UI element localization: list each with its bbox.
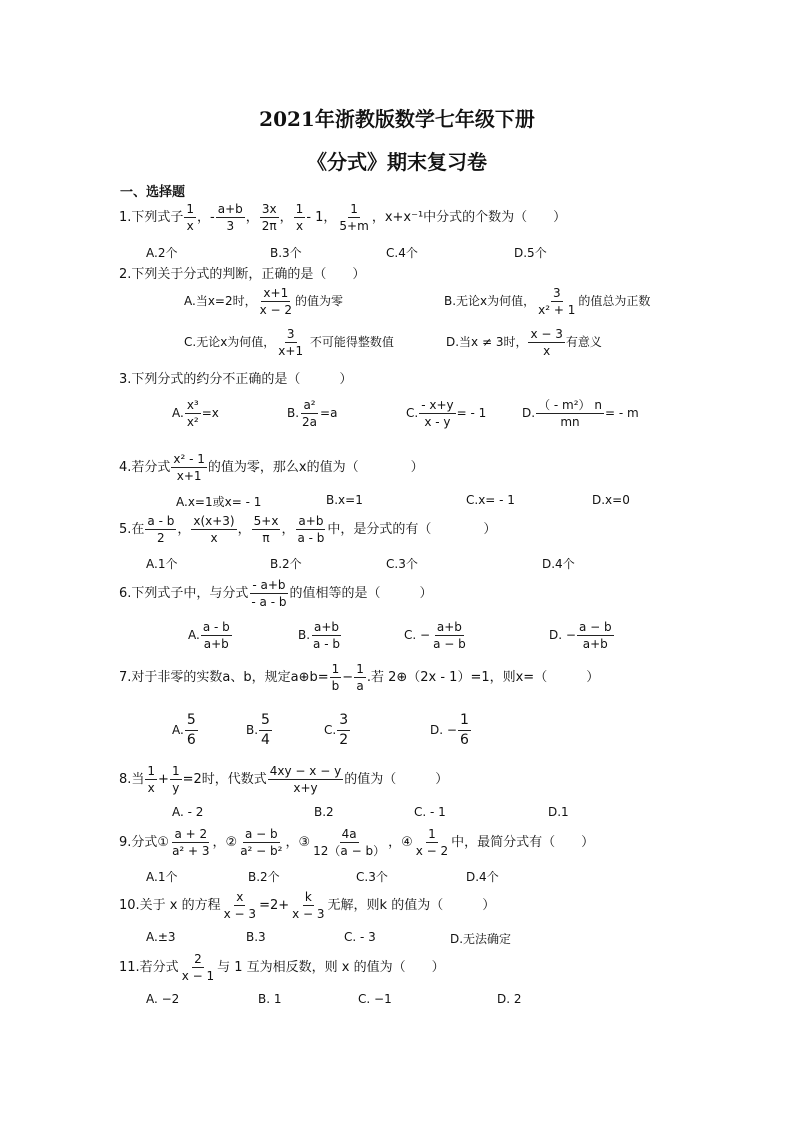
q5-frac-4 bbox=[295, 514, 326, 545]
q8-option-d: D.1 bbox=[548, 805, 569, 819]
q7-c-frac bbox=[337, 712, 350, 749]
q1-expr-5-den: 5+m bbox=[339, 219, 369, 233]
q8-frac-2 bbox=[170, 764, 182, 795]
q5-text-a: 5.在 bbox=[119, 522, 145, 537]
q5-f2-den: x bbox=[210, 531, 218, 545]
q9-f4-num: 1 bbox=[428, 827, 436, 841]
section-heading: 一、选择题 bbox=[120, 185, 186, 200]
q9-option-c: C.3个 bbox=[356, 870, 388, 884]
q6-c-frac bbox=[431, 620, 468, 651]
q10-f1-num: x bbox=[236, 890, 244, 904]
q1-expr-2 bbox=[216, 202, 245, 233]
q7-b-text: B. bbox=[246, 723, 259, 737]
q6-d-frac bbox=[577, 620, 614, 651]
q10-f1-den: x − 3 bbox=[223, 907, 257, 921]
q2-a-num: x+1 bbox=[263, 286, 289, 300]
q7-c-num: 3 bbox=[337, 712, 350, 731]
q10-option-b: B.3 bbox=[246, 930, 266, 944]
q3-c-num: - x+y bbox=[421, 398, 454, 412]
q1-text-a: 1.下列式子 bbox=[119, 210, 184, 225]
question-5-stem: 5.在 $\frac{a - b}{2}$ ， $\frac{x(x+3)}{x}$ ， $\frac{5+x}{\pi}$ ， $\frac{a+b}{a - b}$ 中，是分式的有（ ） bbox=[119, 514, 497, 545]
q9-text-b: 中，最简分式有（ ） bbox=[451, 835, 595, 850]
q2-c-den: x+1 bbox=[278, 344, 304, 358]
q1-expr-3-num: 3x bbox=[261, 202, 277, 216]
q4-den: x+1 bbox=[176, 469, 202, 483]
q1-text-d: ，x+x⁻¹中分式的个数为（ ） bbox=[371, 210, 567, 225]
q9-option-d: D.4个 bbox=[466, 870, 499, 884]
q11-option-a: A. −2 bbox=[146, 992, 180, 1006]
q9-f2-den: a² − b² bbox=[240, 844, 283, 858]
question-2-stem: 2.下列关于分式的判断，正确的是（ ） bbox=[119, 267, 366, 282]
q1-option-d: D.5个 bbox=[514, 246, 547, 260]
q3-d-frac bbox=[536, 398, 604, 429]
q2-d-frac bbox=[528, 327, 564, 358]
q3-d-den: mn bbox=[560, 415, 580, 429]
q3-d-text: D. bbox=[522, 406, 536, 420]
question-11-stem bbox=[119, 952, 445, 983]
q9-f2-num: a − b bbox=[245, 827, 278, 841]
q7-b-den: 4 bbox=[261, 732, 270, 748]
q11-num: 2 bbox=[194, 952, 202, 966]
q6-text-a: 6.下列式子中，与分式 bbox=[119, 586, 249, 601]
q9-frac-4 bbox=[414, 827, 450, 858]
q8-f3-num: 4xy − x − y bbox=[269, 764, 342, 778]
q8-text-b: 的值为（ ） bbox=[344, 772, 449, 787]
q6-c-den: a − b bbox=[433, 637, 466, 651]
q10-f2-num: k bbox=[304, 890, 312, 904]
q6-c-num: a+b bbox=[436, 620, 462, 634]
q7-text-a: 7.对于非零的实数a、b，规定a⊕b= bbox=[119, 670, 329, 685]
q2-d-post: 有意义 bbox=[565, 335, 602, 349]
q11-option-b: B. 1 bbox=[258, 992, 282, 1006]
q1-text-c: - 1， bbox=[306, 210, 337, 225]
q5-f1-den: 2 bbox=[157, 531, 165, 545]
q2-d-num: x − 3 bbox=[530, 327, 563, 341]
q6-den: - a - b bbox=[251, 595, 287, 609]
q7-b-num: 5 bbox=[259, 712, 272, 731]
q5-f3-num: 5+x bbox=[253, 514, 279, 528]
q2-d-den: x bbox=[543, 344, 551, 358]
q7-b-frac bbox=[259, 712, 272, 749]
q7-a-text: A. bbox=[172, 723, 184, 737]
q11-option-c: C. −1 bbox=[358, 992, 392, 1006]
q7-frac-2 bbox=[354, 662, 366, 693]
q8-option-c: C. - 1 bbox=[414, 805, 446, 819]
question-8-stem bbox=[119, 764, 448, 795]
q4-text-b: 的值为零，那么x的值为（ ） bbox=[207, 460, 424, 475]
q9-frac-1 bbox=[170, 827, 211, 858]
q6-d-num: a − b bbox=[578, 620, 612, 634]
q1-text-b: ，- bbox=[197, 210, 215, 225]
q2-b-text: B.无论x为何值， bbox=[444, 294, 536, 308]
question-4-stem bbox=[119, 452, 424, 483]
q5-frac-2 bbox=[191, 514, 236, 545]
q8-text-a: 8.当 bbox=[119, 772, 145, 787]
q7-option-a bbox=[172, 712, 199, 749]
q1-expr-3 bbox=[260, 202, 279, 233]
q2-b-den: x² + 1 bbox=[538, 303, 576, 317]
q10-option-a: A.±3 bbox=[146, 930, 176, 944]
q4-option-b: B.x=1 bbox=[326, 493, 363, 507]
q9-f4-den: x − 2 bbox=[415, 844, 449, 858]
q7-option-b bbox=[246, 712, 273, 749]
q7-c-den: 2 bbox=[339, 732, 349, 748]
q4-option-a: A.x=1或x= - 1 bbox=[176, 495, 262, 509]
q1-expr-2-num: a+b bbox=[217, 202, 243, 216]
document-subtitle: 《分式》期末复习卷 bbox=[307, 150, 487, 174]
q10-frac-1 bbox=[222, 890, 258, 921]
q4-option-c: C.x= - 1 bbox=[466, 493, 515, 507]
q1-option-a: A.2个 bbox=[146, 246, 178, 260]
q2-a-frac bbox=[258, 286, 294, 317]
q11-option-d: D. 2 bbox=[497, 992, 522, 1006]
q5-f4-den: a - b bbox=[297, 531, 325, 545]
q6-d-text: D. − bbox=[549, 628, 576, 642]
document-title: 2021年浙教版数学七年级下册 bbox=[259, 107, 535, 131]
q11-frac bbox=[180, 952, 216, 983]
q7-minus: − bbox=[342, 670, 354, 685]
q7-f1-num: 1 bbox=[331, 662, 340, 676]
q5-text-b: 中，是分式的有（ ） bbox=[327, 522, 497, 537]
q3-a-frac bbox=[185, 398, 201, 429]
q7-option-d bbox=[430, 712, 472, 749]
question-7-stem bbox=[119, 662, 599, 693]
q3-b-frac bbox=[300, 398, 319, 429]
q7-d-text: D. − bbox=[430, 723, 457, 737]
q1-expr-5-num: 1 bbox=[350, 202, 358, 216]
q5-option-c: C.3个 bbox=[386, 557, 418, 571]
q3-a-den: x² bbox=[186, 415, 199, 429]
q9-text-a: 9.分式① bbox=[119, 835, 170, 850]
q4-text-a: 4.若分式 bbox=[119, 460, 171, 475]
q3-b-num: a² bbox=[303, 398, 316, 412]
q8-f3-den: x+y bbox=[293, 781, 318, 795]
q2-c-frac bbox=[276, 327, 305, 358]
q6-frac bbox=[249, 578, 288, 609]
q2-option-d bbox=[446, 327, 602, 358]
q6-c-text: C. − bbox=[404, 628, 431, 642]
q6-a-num: a - b bbox=[202, 620, 230, 634]
q7-f1-den: b bbox=[331, 679, 340, 693]
q3-option-c bbox=[406, 398, 486, 429]
q3-a-num: x³ bbox=[186, 398, 199, 412]
q5-option-b: B.2个 bbox=[270, 557, 302, 571]
q10-f2-den: x − 3 bbox=[292, 907, 325, 921]
q3-b-text: B. bbox=[287, 406, 300, 420]
q11-den: x − 1 bbox=[181, 969, 215, 983]
q3-d-post: = - m bbox=[604, 406, 639, 420]
q7-a-den: 6 bbox=[186, 732, 196, 748]
q6-a-den: a+b bbox=[203, 637, 229, 651]
q10-text-b: 无解，则k 的值为（ ） bbox=[327, 898, 496, 913]
q7-option-c bbox=[324, 712, 351, 749]
q2-c-text: C.无论x为何值， bbox=[184, 335, 276, 349]
q9-sep-2: ，② bbox=[212, 835, 238, 850]
q1-option-c: C.4个 bbox=[386, 246, 418, 260]
q6-d-den: a+b bbox=[582, 637, 608, 651]
q1-expr-4-den: x bbox=[295, 219, 304, 233]
q2-option-a bbox=[184, 286, 343, 317]
q1-expr-5 bbox=[337, 202, 370, 233]
q2-a-den: x − 2 bbox=[259, 303, 293, 317]
q2-a-post: 的值为零 bbox=[295, 294, 344, 308]
q3-c-den: x - y bbox=[424, 415, 451, 429]
q9-f1-num: a + 2 bbox=[174, 827, 208, 841]
q6-a-text: A. bbox=[188, 628, 200, 642]
q9-sep-4: ，④ bbox=[388, 835, 413, 850]
q6-num: - a+b bbox=[252, 578, 286, 592]
q9-f3-den: 12（a − b） bbox=[313, 844, 386, 858]
q2-d-text: D.当x ≠ 3时， bbox=[446, 335, 528, 349]
q6-b-den: a - b bbox=[313, 637, 340, 651]
q2-c-post: 不可能得整数值 bbox=[306, 335, 394, 349]
q1-expr-3-den: 2π bbox=[261, 219, 277, 233]
q7-f2-den: a bbox=[356, 679, 364, 693]
q1-expr-1 bbox=[184, 202, 196, 233]
q8-option-b: B.2 bbox=[314, 805, 334, 819]
q7-text-b: .若 2⊕（2x - 1）=1，则x=（ ） bbox=[366, 670, 600, 685]
q6-option-d bbox=[549, 620, 615, 651]
q5-f3-den: π bbox=[262, 531, 270, 545]
q1-expr-2-den: 3 bbox=[226, 219, 235, 233]
q6-b-text: B. bbox=[298, 628, 311, 642]
q9-frac-2 bbox=[238, 827, 284, 858]
q3-c-text: C. bbox=[406, 406, 419, 420]
q10-text-mid: =2+ bbox=[259, 898, 290, 913]
q7-a-frac bbox=[185, 712, 198, 749]
q6-text-b: 的值相等的是（ ） bbox=[289, 586, 433, 601]
q3-b-post: =a bbox=[320, 406, 338, 420]
q6-option-b bbox=[298, 620, 343, 651]
q3-c-post: = - 1 bbox=[456, 406, 487, 420]
q1-expr-1-num: 1 bbox=[186, 202, 195, 216]
q8-f1-num: 1 bbox=[147, 764, 156, 778]
q3-option-d bbox=[522, 398, 639, 429]
q9-sep-3: ，③ bbox=[285, 835, 311, 850]
q1-expr-4 bbox=[294, 202, 306, 233]
q3-option-b bbox=[287, 398, 337, 429]
q4-num: x² - 1 bbox=[173, 452, 205, 466]
q9-f3-num: 4a bbox=[341, 827, 357, 841]
q8-f1-den: x bbox=[147, 781, 155, 795]
q3-option-a bbox=[172, 398, 219, 429]
q6-a-frac bbox=[201, 620, 232, 651]
q10-text-a: 10.关于 x 的方程 bbox=[119, 898, 221, 913]
q2-option-c bbox=[184, 327, 394, 358]
q5-frac-3 bbox=[252, 514, 281, 545]
question-1-stem: 1.下列式子 $\frac{1}{x}$ ，- $\frac{a+b}{3}$ ， $\frac{3x}{2\pi}$ ， $\frac{1}{x}$ - 1， $\frac{1}{5+m}$ ，x+x⁻¹中分式的个数为（ ） bbox=[119, 202, 567, 233]
q6-option-c bbox=[404, 620, 469, 651]
q5-f1-num: a - b bbox=[147, 514, 175, 528]
q2-a-text: A.当x=2时， bbox=[184, 294, 257, 308]
q8-f2-num: 1 bbox=[171, 764, 180, 778]
question-3-stem: 3.下列分式的约分不正确的是（ ） bbox=[119, 372, 353, 387]
q7-frac-1 bbox=[330, 662, 342, 693]
q1-option-b: B.3个 bbox=[270, 246, 302, 260]
q3-b-den: 2a bbox=[302, 415, 318, 429]
q1-expr-4-num: 1 bbox=[295, 202, 304, 216]
question-9-stem bbox=[119, 827, 594, 858]
q8-f2-den: y bbox=[172, 781, 180, 795]
q2-b-post: 的值总为正数 bbox=[578, 294, 651, 308]
q7-d-num: 1 bbox=[458, 712, 471, 731]
q9-option-b: B.2个 bbox=[248, 870, 280, 884]
q6-b-frac bbox=[311, 620, 342, 651]
q2-b-num: 3 bbox=[552, 286, 561, 300]
q5-option-d: D.4个 bbox=[542, 557, 575, 571]
q8-frac-3 bbox=[268, 764, 343, 795]
q10-frac-2 bbox=[290, 890, 326, 921]
q10-option-d: D.无法确定 bbox=[450, 932, 512, 946]
q7-f2-num: 1 bbox=[356, 662, 364, 676]
q4-option-d: D.x=0 bbox=[592, 493, 630, 507]
q11-text-b: 与 1 互为相反数，则 x 的值为（ ） bbox=[217, 960, 445, 975]
q7-d-den: 6 bbox=[459, 732, 469, 748]
question-6-stem bbox=[119, 578, 433, 609]
q4-frac bbox=[171, 452, 207, 483]
q7-d-frac bbox=[458, 712, 471, 749]
q6-b-num: a+b bbox=[314, 620, 340, 634]
q9-frac-3 bbox=[311, 827, 387, 858]
q5-option-a: A.1个 bbox=[146, 557, 178, 571]
q11-text-a: 11.若分式 bbox=[119, 960, 179, 975]
q8-option-a: A. - 2 bbox=[172, 805, 204, 819]
q3-a-text: A. bbox=[172, 406, 184, 420]
q7-c-text: C. bbox=[324, 723, 337, 737]
question-10-stem bbox=[119, 890, 495, 921]
q2-b-frac bbox=[536, 286, 577, 317]
q8-plus: + bbox=[158, 772, 169, 787]
q2-c-num: 3 bbox=[286, 327, 295, 341]
q9-option-a: A.1个 bbox=[146, 870, 178, 884]
q5-frac-1 bbox=[145, 514, 176, 545]
q7-a-num: 5 bbox=[185, 712, 198, 731]
q8-frac-1 bbox=[145, 764, 157, 795]
q6-option-a bbox=[188, 620, 233, 651]
q5-f4-num: a+b bbox=[298, 514, 324, 528]
q3-d-num: （ - m²） n bbox=[538, 398, 602, 412]
q2-option-b bbox=[444, 286, 650, 317]
q8-text-mid: =2时，代数式 bbox=[182, 772, 267, 787]
q3-a-post: =x bbox=[201, 406, 219, 420]
q5-f2-num: x(x+3) bbox=[193, 514, 235, 528]
q10-option-c: C. - 3 bbox=[344, 930, 376, 944]
q9-f1-den: a² + 3 bbox=[172, 844, 210, 858]
q1-expr-1-den: x bbox=[186, 219, 194, 233]
q3-c-frac bbox=[419, 398, 455, 429]
